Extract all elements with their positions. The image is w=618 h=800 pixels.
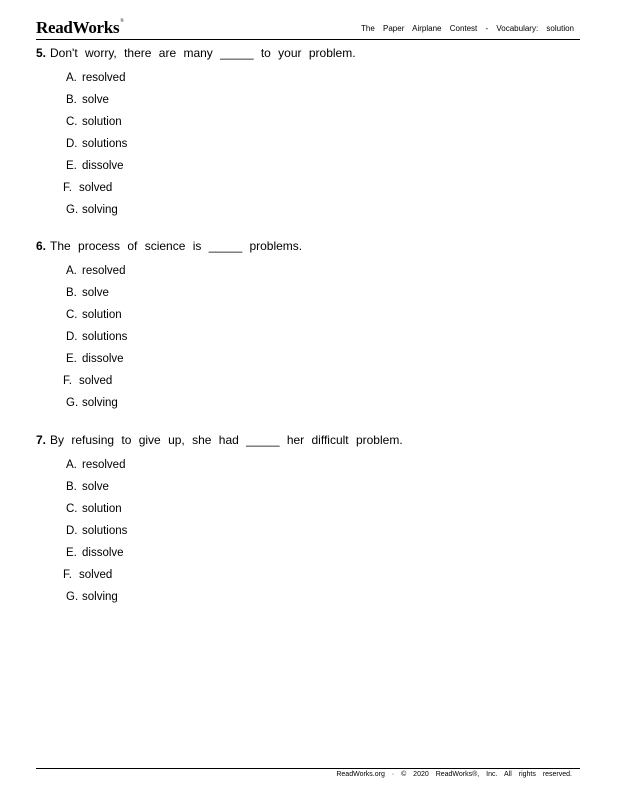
option-b[interactable] xyxy=(36,89,356,111)
option-d[interactable] xyxy=(36,133,356,155)
option-text: solution xyxy=(82,309,122,321)
option-letter: D. xyxy=(66,525,78,537)
answer-options xyxy=(36,454,403,608)
registered-mark: ® xyxy=(120,19,124,24)
question-number: 5. xyxy=(36,46,47,60)
option-b[interactable] xyxy=(36,282,302,304)
option-letter: B. xyxy=(66,94,77,106)
option-g[interactable] xyxy=(36,199,356,221)
question-text: The process of science is _____ problems. xyxy=(50,239,303,253)
option-text: solve xyxy=(82,287,109,299)
option-c[interactable] xyxy=(36,111,356,133)
option-a[interactable] xyxy=(36,67,356,89)
option-text: solving xyxy=(82,397,118,409)
option-letter: G. xyxy=(66,397,79,409)
option-text: solution xyxy=(82,116,122,128)
option-letter: C. xyxy=(66,503,78,515)
option-text: resolved xyxy=(82,459,126,471)
option-text: solve xyxy=(82,481,109,493)
answer-options xyxy=(36,67,356,221)
option-letter: G. xyxy=(66,591,79,603)
option-f[interactable] xyxy=(36,564,403,586)
option-text: solution xyxy=(82,503,122,515)
option-c[interactable] xyxy=(36,304,302,326)
option-a[interactable] xyxy=(36,454,403,476)
option-letter: F. xyxy=(63,375,72,387)
option-text: solved xyxy=(79,375,113,387)
option-text: solutions xyxy=(82,331,128,343)
question-6 xyxy=(36,238,302,414)
option-text: resolved xyxy=(82,72,126,84)
option-letter: A. xyxy=(66,265,77,277)
option-letter: F. xyxy=(63,569,72,581)
option-letter: E. xyxy=(66,160,77,172)
option-a[interactable] xyxy=(36,260,302,282)
question-number: 6. xyxy=(36,239,47,253)
copyright-footer: ReadWorks.org · © 2020 ReadWorks®, Inc. All rights reserved. xyxy=(336,771,572,778)
option-letter: C. xyxy=(66,116,78,128)
option-d[interactable] xyxy=(36,520,403,542)
option-letter: E. xyxy=(66,353,77,365)
option-letter: C. xyxy=(66,309,78,321)
option-letter: A. xyxy=(66,459,77,471)
option-text: resolved xyxy=(82,265,126,277)
option-text: dissolve xyxy=(82,547,124,559)
question-stem xyxy=(36,45,356,61)
option-text: solutions xyxy=(82,525,128,537)
question-5 xyxy=(36,45,356,221)
option-f[interactable] xyxy=(36,370,302,392)
option-text: solving xyxy=(82,591,118,603)
question-text: By refusing to give up, she had _____ her difficult problem. xyxy=(50,433,403,447)
option-e[interactable] xyxy=(36,348,302,370)
option-g[interactable] xyxy=(36,586,403,608)
option-g[interactable] xyxy=(36,392,302,414)
option-letter: A. xyxy=(66,72,77,84)
header-divider xyxy=(36,39,580,40)
document-title: The Paper Airplane Contest - Vocabulary: solution xyxy=(361,24,574,33)
option-text: dissolve xyxy=(82,353,124,365)
option-e[interactable] xyxy=(36,155,356,177)
question-number: 7. xyxy=(36,433,47,447)
option-letter: E. xyxy=(66,547,77,559)
option-text: solve xyxy=(82,94,109,106)
answer-options xyxy=(36,260,302,414)
option-f[interactable] xyxy=(36,177,356,199)
question-7 xyxy=(36,432,403,608)
readworks-logo: ReadWorks® xyxy=(36,18,124,37)
option-text: solved xyxy=(79,569,113,581)
option-text: solutions xyxy=(82,138,128,150)
option-letter: B. xyxy=(66,481,77,493)
option-letter: D. xyxy=(66,138,78,150)
option-text: solved xyxy=(79,182,113,194)
option-letter: G. xyxy=(66,204,79,216)
question-stem xyxy=(36,432,403,448)
page-header xyxy=(36,18,580,40)
option-b[interactable] xyxy=(36,476,403,498)
question-text: Don't worry, there are many _____ to your problem. xyxy=(50,46,356,60)
option-letter: F. xyxy=(63,182,72,194)
option-letter: D. xyxy=(66,331,78,343)
option-letter: B. xyxy=(66,287,77,299)
option-d[interactable] xyxy=(36,326,302,348)
question-stem xyxy=(36,238,302,254)
footer-divider xyxy=(36,768,580,769)
option-c[interactable] xyxy=(36,498,403,520)
option-text: solving xyxy=(82,204,118,216)
option-text: dissolve xyxy=(82,160,124,172)
option-e[interactable] xyxy=(36,542,403,564)
